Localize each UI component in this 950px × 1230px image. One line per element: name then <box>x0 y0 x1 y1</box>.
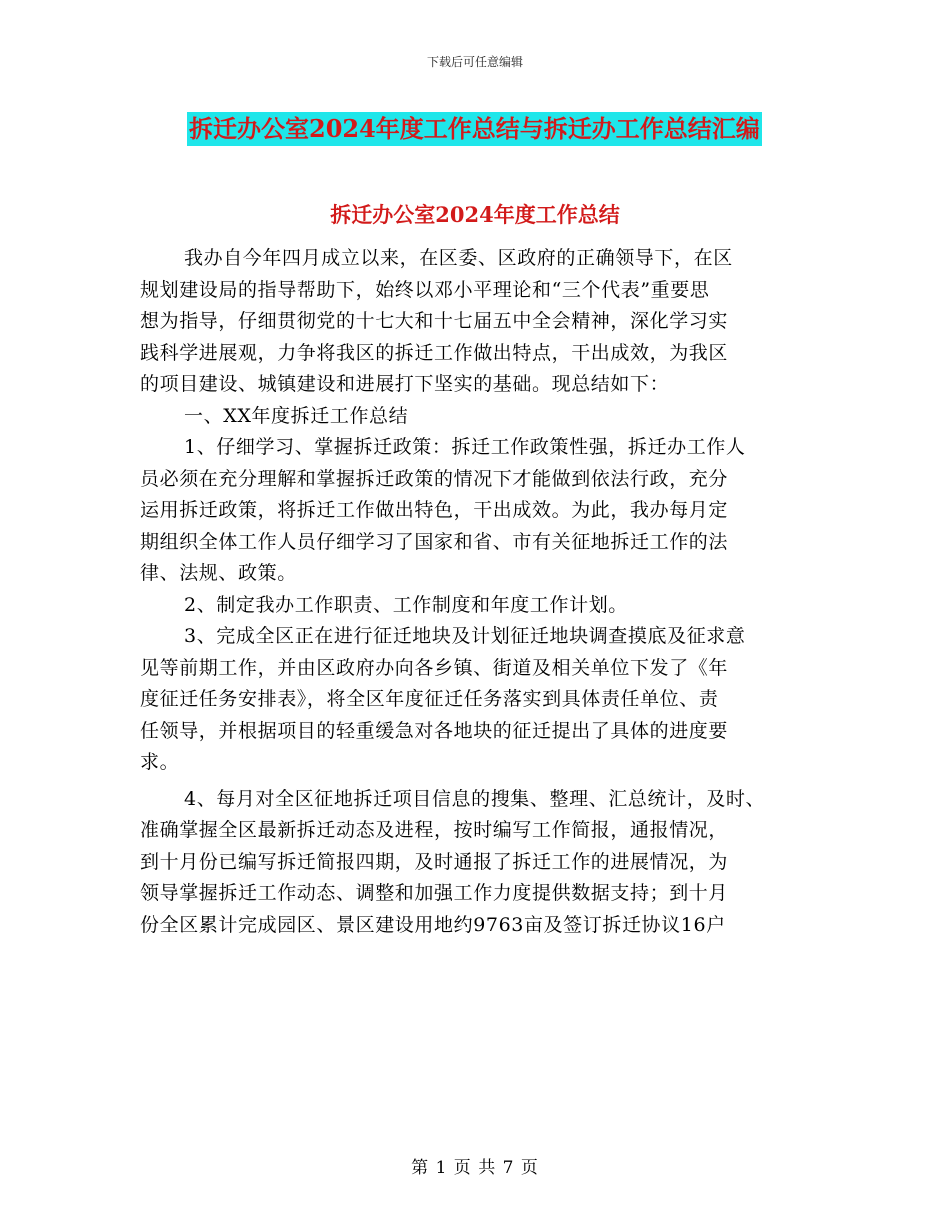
document-main-title: 拆迁办公室2024年度工作总结与拆迁办工作总结汇编 <box>187 112 762 146</box>
text-line: 践科学进展观，力争将我区的拆迁工作做出特点，干出成效，为我区 <box>140 341 729 364</box>
text-line: 领导掌握拆迁工作动态、调整和加强工作力度提供数据支持；到十月 <box>140 882 729 904</box>
text-line: 员必须在充分理解和掌握拆迁政策的情况下才能做到依法行政，充分 <box>140 467 729 490</box>
document-body <box>140 243 830 941</box>
text-line: 1、仔细学习、掌握拆迁政策：拆迁工作政策性强，拆迁办工作人 <box>184 436 746 458</box>
text-line: 任领导，并根据项目的轻重缓急对各地块的征迁提出了具体的进度要 <box>140 719 729 742</box>
paragraph-item-1 <box>140 432 830 590</box>
section-title: 拆迁办公室2024年度工作总结 <box>330 202 620 227</box>
text-line: 运用拆迁政策，将拆迁工作做出特色，干出成效。为此，我办每月定 <box>140 499 729 521</box>
header-note: 下载后可任意编辑 <box>426 55 523 69</box>
text-line: 准确掌握全区最新拆迁动态及进程，按时编写工作简报，通报情况， <box>140 819 729 841</box>
text-line: 求。 <box>140 751 180 773</box>
text-line: 想为指导，仔细贯彻党的十七大和十七届五中全会精神，深化学习实 <box>140 310 729 332</box>
text-line: 的项目建设、城镇建设和进展打下坚实的基础。现总结如下： <box>140 373 670 395</box>
text-line: 规划建设局的指导帮助下，始终以邓小平理论和“三个代表”重要思 <box>140 278 710 301</box>
text-line: 度征迁任务安排表》，将全区年度征迁任务落实到具体责任单位、责 <box>140 688 719 710</box>
text-line: 期组织全体工作人员仔细学习了国家和省、市有关征地拆迁工作的法 <box>140 530 729 553</box>
paragraph-item-4 <box>140 784 830 942</box>
text-line: 到十月份已编写拆迁简报四期，及时通报了拆迁工作的进展情况，为 <box>140 850 729 873</box>
paragraph-item-2: 2、制定我办工作职责、工作制度和年度工作计划。 <box>184 593 628 616</box>
text-line: 份全区累计完成园区、景区建设用地约9763亩及签订拆迁协议16户 <box>140 913 726 936</box>
text-line: 3、完成全区正在进行征迁地块及计划征迁地块调查摸底及征求意 <box>184 625 746 647</box>
paragraph-intro <box>140 243 830 401</box>
text-line: 4、每月对全区征地拆迁项目信息的搜集、整理、汇总统计，及时、 <box>184 787 766 810</box>
section-heading: 一、XX年度拆迁工作总结 <box>184 404 409 427</box>
text-line: 见等前期工作，并由区政府办向各乡镇、街道及相关单位下发了《年 <box>140 656 729 679</box>
text-line: 我办自今年四月成立以来，在区委、区政府的正确领导下，在区 <box>184 247 733 269</box>
paragraph-item-3 <box>140 621 830 779</box>
page-number-footer: 第 1 页 共 7 页 <box>411 1158 539 1178</box>
text-line: 律、法规、政策。 <box>140 562 297 584</box>
